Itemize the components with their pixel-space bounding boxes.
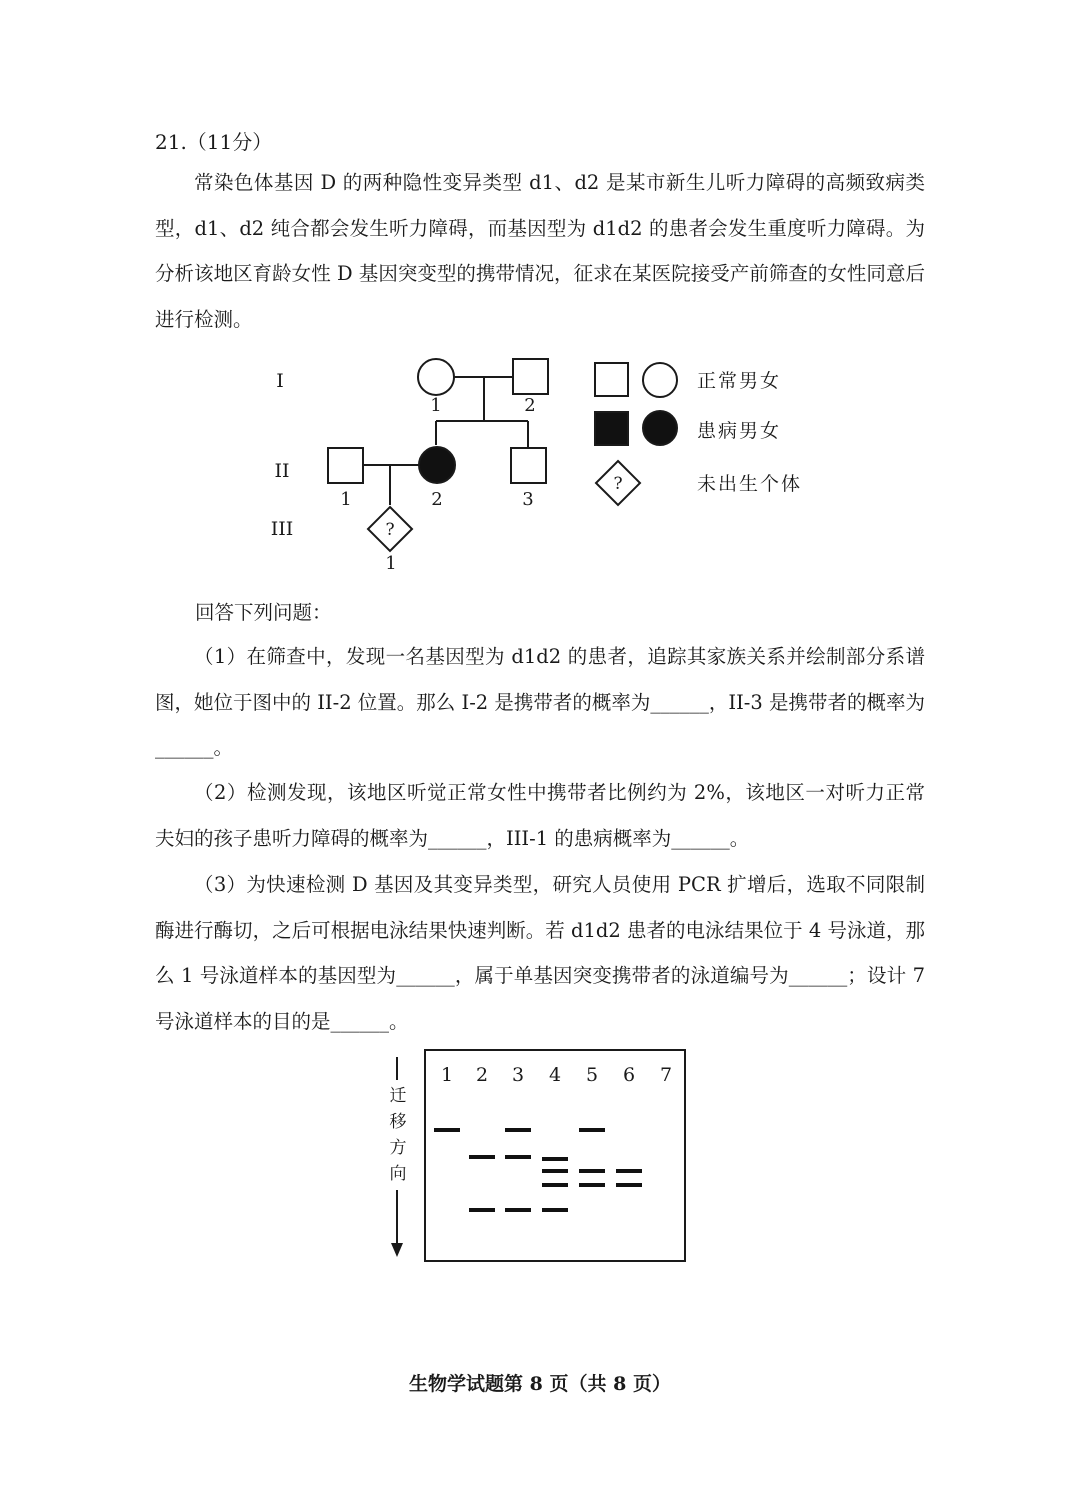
sub-question-3: （3）为快速检测 D 基因及其变异类型，研究人员使用 PCR 扩增后，选取不同限制酶进行酶切，之后可根据电泳结果快速判断。若 d1d2 患者的电泳结果位于 4 号泳道，那么 1 号泳道样本的基因型为______，属于单基因突变携带者的泳道编号为______；设计 7 号泳道样本的目的是______。 — [155, 873, 925, 1033]
gel-band-lane-4-bottom — [542, 1208, 568, 1212]
lane-label-7: 7 — [659, 1064, 673, 1086]
sub-question-1: （1）在筛查中，发现一名基因型为 d1d2 的患者，追踪其家族关系并绘制部分系谱图，她位于图中的 II-2 位置。那么 I-2 是携带者的概率为______，II-3 是携带者的概率为______。 — [155, 645, 925, 759]
generation-label-III: III — [270, 518, 294, 540]
pedigree-I-1-female-normal — [418, 359, 454, 395]
legend-affected-female-icon — [643, 411, 677, 445]
label-I-1: 1 — [430, 395, 442, 416]
legend-affected-male-icon — [595, 412, 628, 445]
lane-label-4: 4 — [548, 1064, 562, 1086]
gel-electrophoresis-figure — [380, 1045, 700, 1265]
migration-label-char-2: 移 — [389, 1112, 407, 1132]
lane-label-2: 2 — [475, 1064, 489, 1086]
pedigree-chart — [260, 345, 820, 580]
migration-label-char-3: 方 — [389, 1138, 407, 1158]
legend-unborn-label: 未出生个体 — [697, 473, 803, 495]
gel-band-lane-3-bottom — [505, 1208, 531, 1212]
page-footer: 生物学试题第 8 页（共 8 页） — [409, 1373, 671, 1395]
sub-question-2: （2）检测发现，该地区听觉正常女性中携带者比例约为 2%，该地区一对听力正常夫妇的孩子患听力障碍的概率为______，III-1 的患病概率为______。 — [155, 781, 925, 850]
migration-label-char-4: 向 — [389, 1164, 407, 1184]
pedigree-II-2-female-affected — [419, 447, 455, 483]
gel-band-lane-3-top — [505, 1128, 531, 1132]
legend-affected-label: 患病男女 — [697, 420, 782, 442]
migration-label-char-1: 迁 — [389, 1086, 407, 1106]
gel-band-lane-3-mid — [505, 1155, 531, 1159]
gel-band-lane-4-mid2 — [542, 1157, 568, 1161]
label-II-3: 3 — [522, 489, 534, 510]
label-I-2: 2 — [524, 395, 536, 416]
gel-band-lane-4-mid3 — [542, 1169, 568, 1173]
lane-label-3: 3 — [511, 1064, 525, 1086]
gel-band-lane-5-mid4 — [579, 1183, 605, 1187]
question-intro: 常染色体基因 D 的两种隐性变异类型 d1、d2 是某市新生儿听力障碍的高频致病类型，d1、d2 纯合都会发生听力障碍，而基因型为 d1d2 的患者会发生重度听力障碍。为分析该地区育龄女性 D 基因突变型的携带情况，征求在某医院接受产前筛查的女性同意后进行检测。 — [155, 171, 925, 331]
answer-prompt: 回答下列问题： — [195, 601, 332, 624]
gel-band-lane-6-mid4 — [616, 1183, 642, 1187]
label-III-1-mark: ? — [385, 520, 395, 540]
gel-band-lane-2-mid — [469, 1155, 495, 1159]
migration-arrow-head — [391, 1243, 403, 1257]
pedigree-II-3-male-normal — [511, 448, 546, 483]
gel-band-lane-2-bottom — [469, 1208, 495, 1212]
legend-normal-male-icon — [595, 363, 628, 396]
gel-band-lane-5-top — [579, 1128, 605, 1132]
lane-label-5: 5 — [585, 1064, 599, 1086]
question-number: 21.（11分） — [155, 130, 273, 154]
legend-normal-female-icon — [643, 363, 677, 397]
gel-band-lane-1-top — [434, 1128, 460, 1132]
gel-band-lane-6-mid3 — [616, 1169, 642, 1173]
pedigree-I-2-male-normal — [513, 359, 548, 394]
label-II-1: 1 — [340, 489, 352, 510]
generation-label-II: II — [274, 460, 290, 482]
label-II-2: 2 — [431, 489, 443, 510]
legend-unborn-mark: ? — [613, 474, 623, 494]
lane-label-6: 6 — [622, 1064, 636, 1086]
lane-label-1: 1 — [440, 1064, 454, 1086]
gel-band-lane-4-mid4 — [542, 1183, 568, 1187]
generation-label-I: I — [276, 370, 284, 392]
pedigree-II-1-male-normal — [328, 448, 363, 483]
label-III-1: 1 — [385, 553, 397, 574]
gel-band-lane-5-mid3 — [579, 1169, 605, 1173]
legend-normal-label: 正常男女 — [697, 370, 782, 392]
